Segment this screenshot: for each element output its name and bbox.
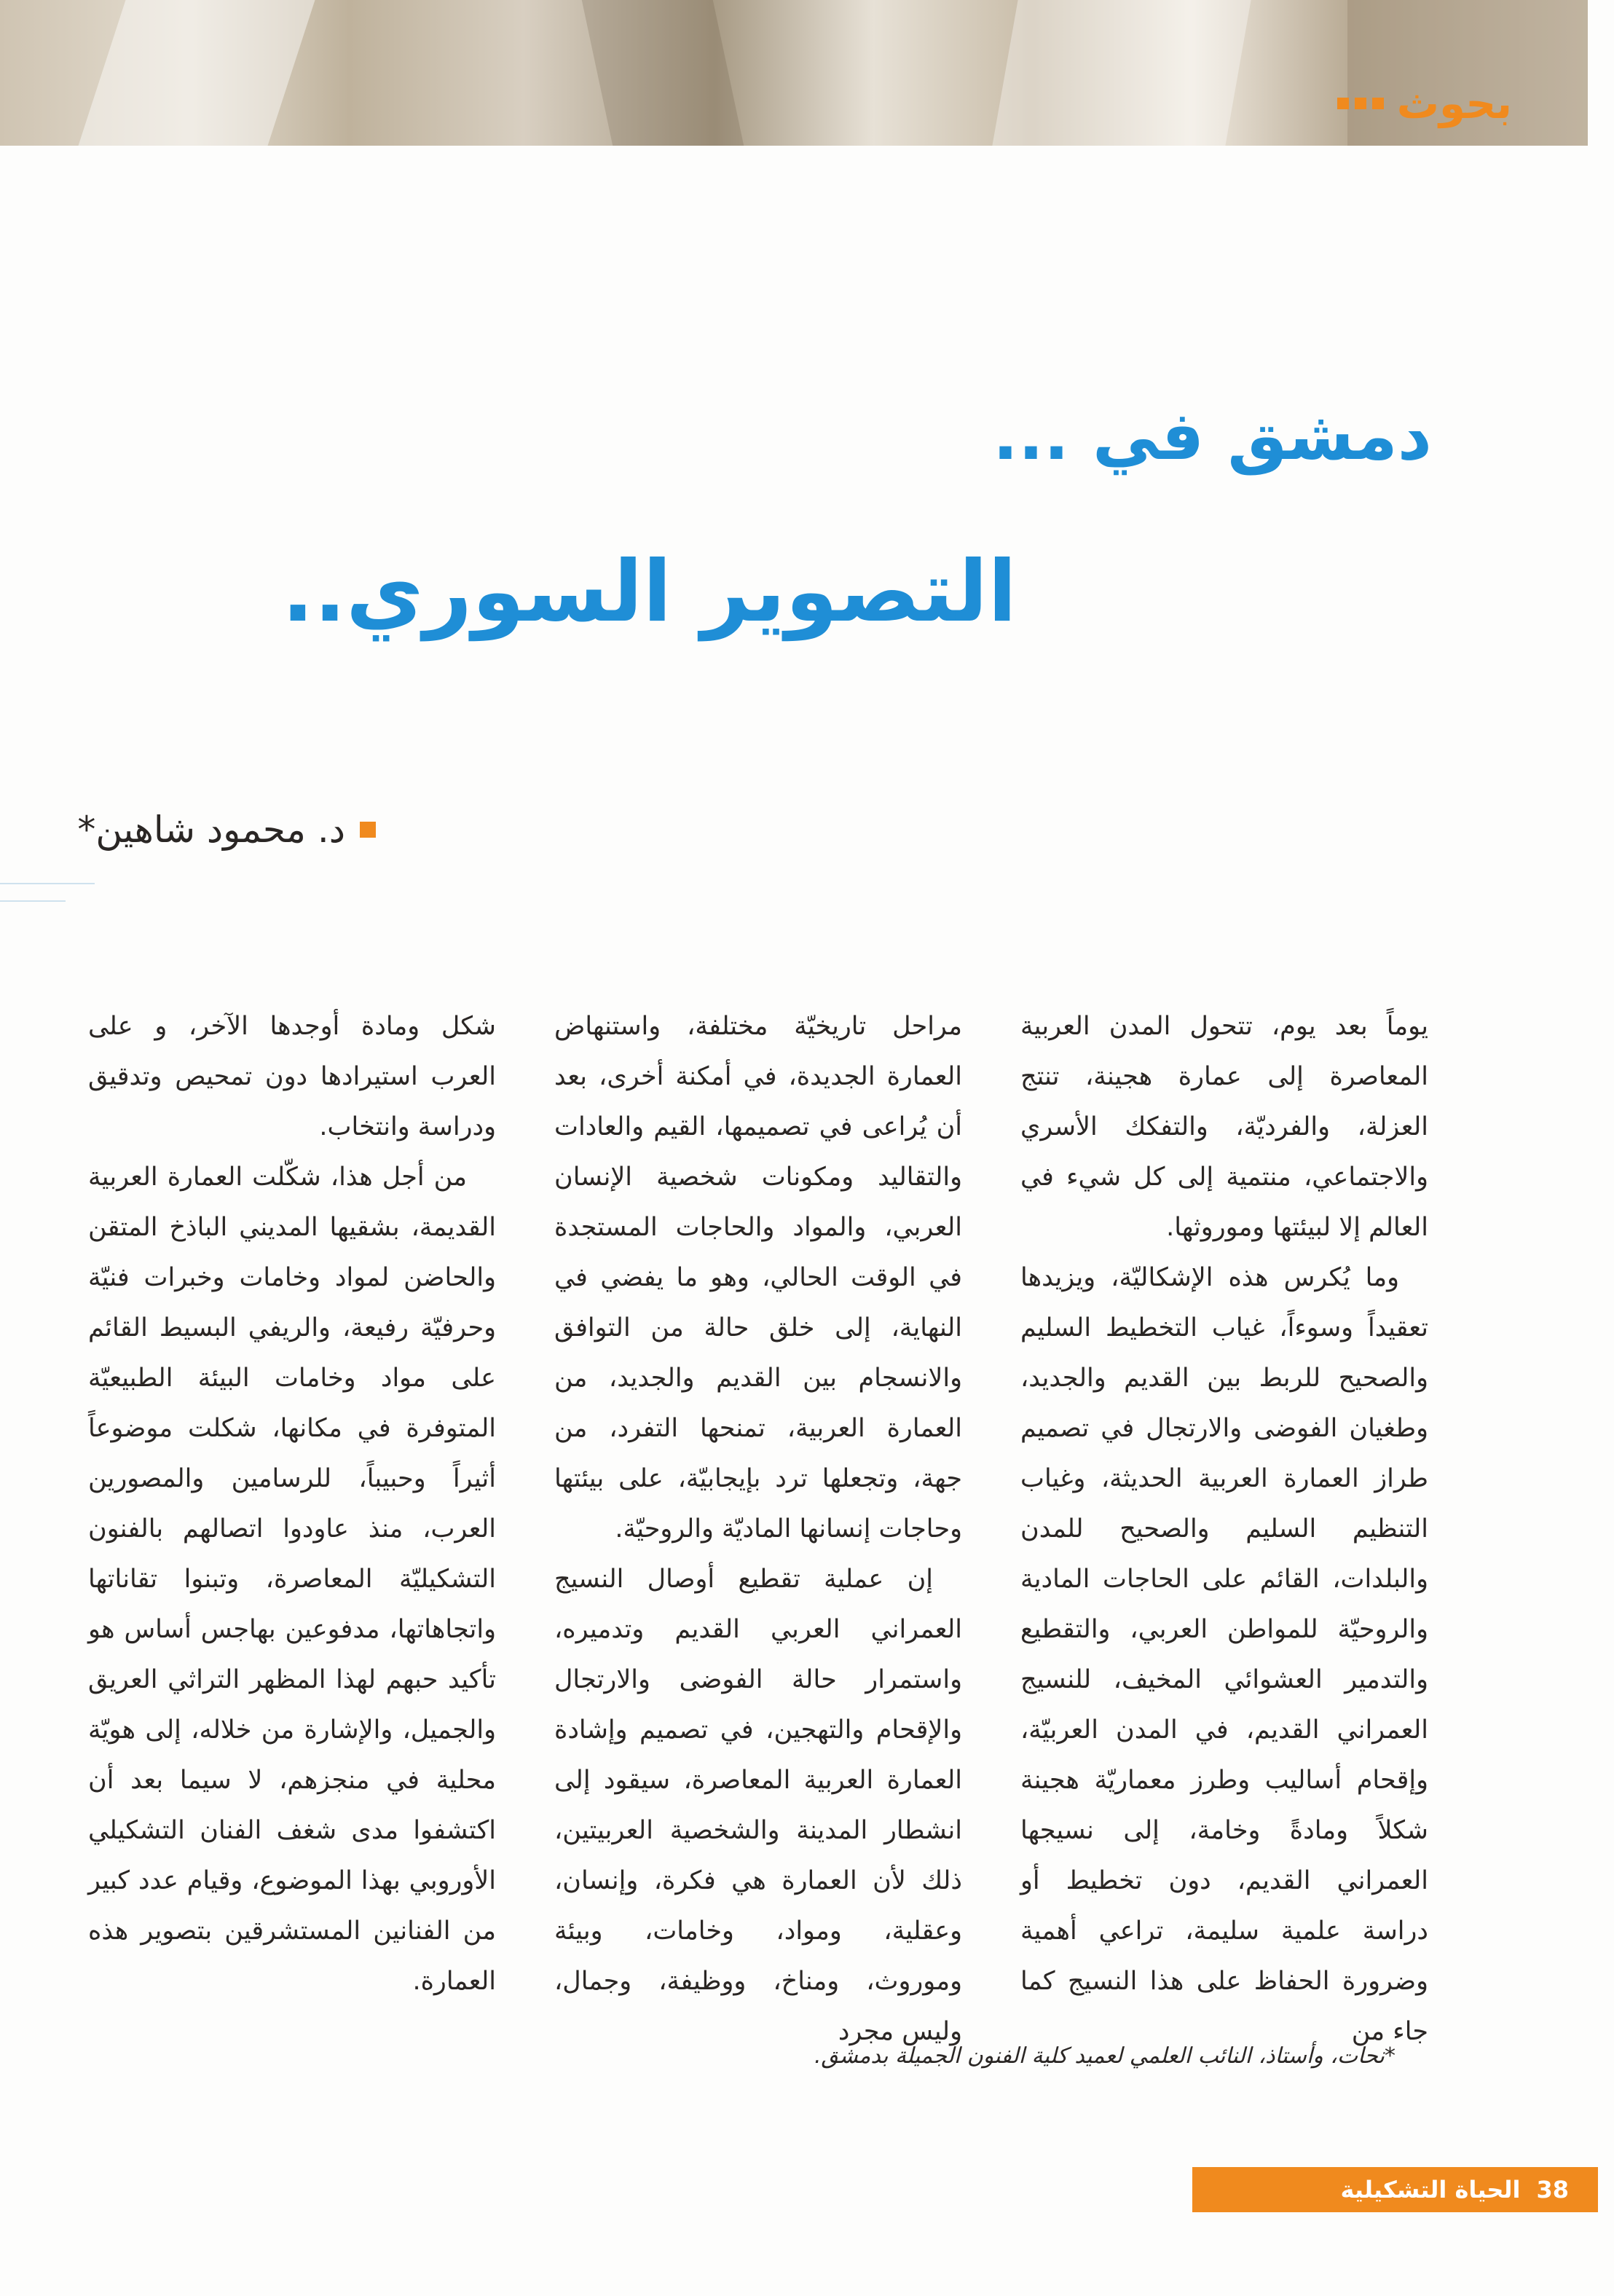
article-title-line2: التصوير السوري.. [281,543,1017,641]
page-number: 38 [1536,2176,1569,2203]
divider [0,883,95,884]
magazine-name: الحياة التشكيلية [1340,2176,1521,2203]
footnote: *نحات، وأستاذ، النائب العلمي لعميد كلية الفنون الجميلة بدمشق. [814,2043,1395,2069]
section-dots-icon [1337,98,1384,109]
paragraph: مراحل تاريخيّة مختلفة، واستنهاض العمارة الجديدة، في أمكنة أخرى، بعد أن يُراعى في تصميمها، القيم والعادات والتقاليد ومكونات شخصية الإنسان العربي، والمواد والحاجات المستجدة في الوقت الحالي، وهو ما يفضي في النهاية، إلى خلق حالة من التوافق والانسجام بين القديم والجديد، من العمارة العربية، تمنحها التفرد، من جهة، وتجعلها ترد بإيجابيّة، على بيئتها وحاجات إنسانها الماديّة والروحيّة. [554,1012,962,1544]
section-label [1337,79,1512,128]
author-byline [77,809,376,851]
text-column-1 [1020,1002,1428,2057]
text-column-3 [88,1002,496,2007]
paragraph: إن عملية تقطيع أوصال النسيج العمراني العربي القديم وتدميره، واستمرار حالة الفوضى والارتجال والإقحام والتهجين، في تصميم وإشادة العمارة العربية المعاصرة، سيقود إلى انشطار المدينة والشخصية العربيتين، ذلك لأن العمارة هي فكرة، وإنسان، وعقلية، ومواد، وخامات، وبيئة وموروث، ومناخ، ووظيفة، وجمال، وليس مجرد [554,1565,962,2046]
paragraph: شكل ومادة أوجدها الآخر، و على العرب استيرادها دون تمحيص وتدقيق ودراسة وانتخاب. [88,1012,496,1141]
paragraph: من أجل هذا، شكّلت العمارة العربية القديمة، بشقيها المديني الباذخ المتقن والحاضن لمواد وخامات وخبرات فنيّة وحرفيّة رفيعة، والريفي البسيط القائم على مواد وخامات البيئة الطبيعيّة المتوفرة في مكانها، شكلت موضوعاً أثيراً وحبيباً، للرسامين والمصورين العرب، منذ عاودوا اتصالهم بالفنون التشكيليّة المعاصرة، وتبنوا تقاناتها واتجاهاتها، مدفوعين بهاجس أساس هو تأكيد حبهم لهذا المظهر التراثي العريق والجميل، والإشارة من خلاله، إلى هويّة محلية في منجزهم، لا سيما بعد أن اكتشفوا مدى شغف الفنان التشكيلي الأوروبي بهذا الموضوع، وقيام عدد كبير من الفنانين المستشرقين بتصوير هذه العمارة. [88,1163,496,1996]
divider [0,900,66,902]
paragraph: وما يُكرس هذه الإشكاليّة، ويزيدها تعقيداً وسوءاً، غياب التخطيط السليم والصحيح للربط بين القديم والجديد، وطغيان الفوضى والارتجال في تصميم طراز العمارة العربية الحديثة، وغياب التنظيم السليم والصحيح للمدن والبلدات، القائم على الحاجات المادية والروحيّة للمواطن العربي، والتقطيع والتدمير العشوائي المخيف، للنسيج العمراني القديم، في المدن العربيّة، وإقحام أساليب وطرز معماريّة هجينة شكلاً ومادةً وخامة، إلى نسيجها العمراني القديم، دون تخطيط أو دراسة علمية سليمة، تراعي أهمية وضرورة الحفاظ على هذا النسيج كما جاء من [1020,1263,1428,2046]
article-title-line1: دمشق في ... [993,397,1432,475]
square-bullet-icon [360,822,376,838]
footer-bar [1192,2167,1598,2212]
paragraph: يوماً بعد يوم، تتحول المدن العربية المعاصرة إلى عمارة هجينة، تنتج العزلة، والفرديّة، والتفكك الأسري والاجتماعي، منتمية إلى كل شيء في العالم إلا لبيئتها وموروثها. [1020,1012,1428,1242]
text-column-2 [554,1002,962,2057]
author-name: د. محمود شاهين* [77,809,345,851]
section-label-text: بحوث [1396,79,1512,128]
